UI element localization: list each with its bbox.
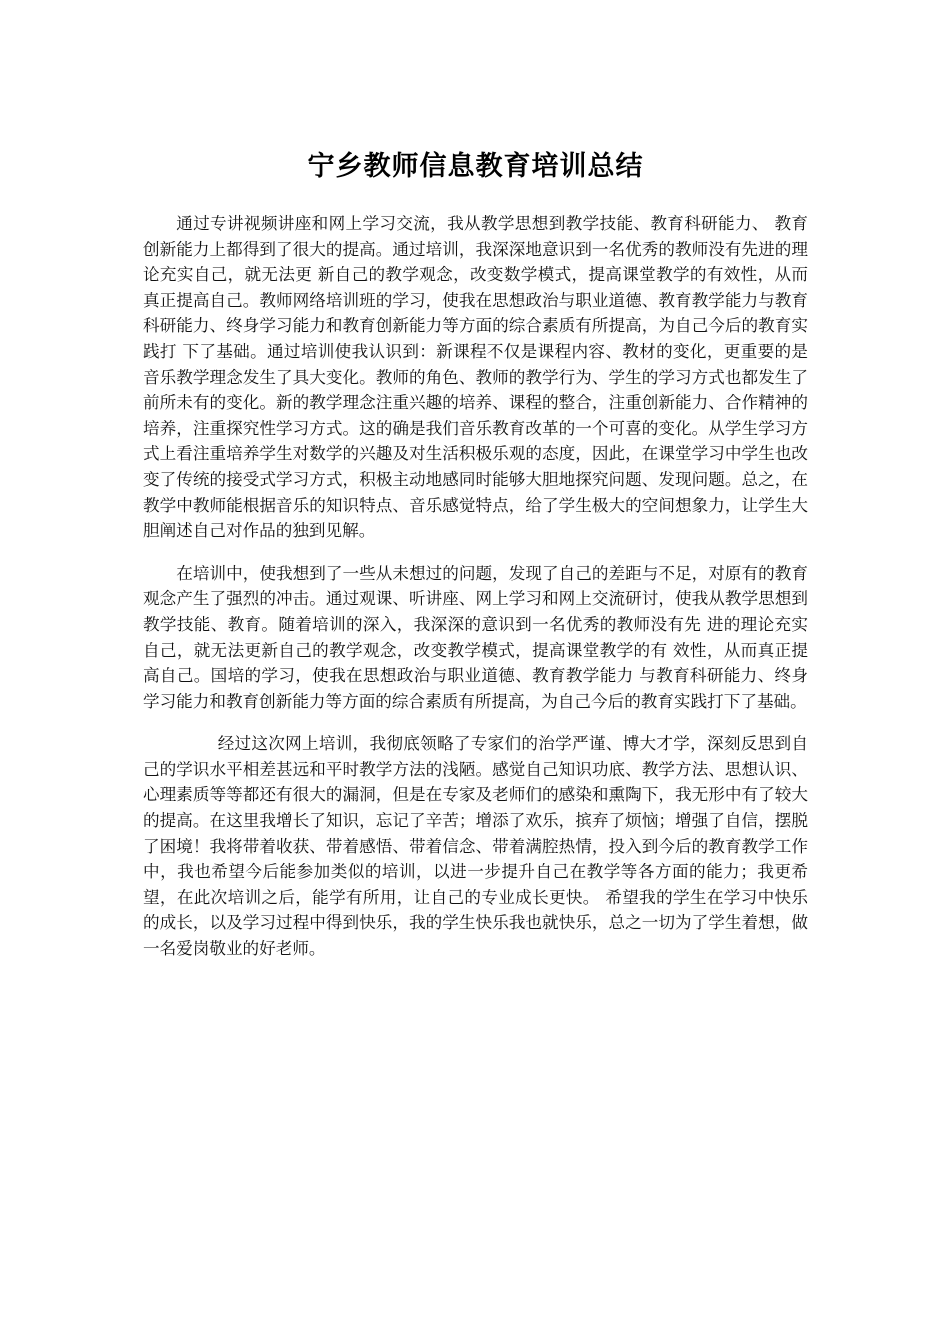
paragraph-1: 通过专讲视频讲座和网上学习交流，我从教学思想到教学技能、教育科研能力、 教育创新能力上都得到了很大的提高。通过培训，我深深地意识到一名优秀的教师没有先进的理论充实自己，就无法更 新自己的教学观念，改变数学模式，提高课堂教学的有效性，从而真正提高自己。教师网络培训班的学习，使我在思想政治与职业道德、教育教学能力与教育科研能力、终身学习能力和教育创新能力等方面的综合素质有所提高，为自己今后的教育实践打 下了基础。通过培训使我认识到：新课程不仅是课程内容、教材的变化，更重要的是音乐教学理念发生了具大变化。教师的角色、教师的教学行为、学生的学习方式也都发生了前所未有的变化。新的教学理念注重兴趣的培养、课程的整合，注重创新能力、合作精神的培养，注重探究性学习方式。这的确是我们音乐教育改革的一个可喜的变化。从学生学习方式上看注重培养学生对数学的兴趣及对生活积极乐观的态度，因此，在课堂学习中学生也改变了传统的接受式学习方式，积极主动地感同时能够大胆地探究问题、发现问题。总之，在教学中教师能根据音乐的知识特点、音乐感觉特点，给了学生极大的空间想象力，让学生大胆阐述自己对作品的独到见解。 <box>143 214 808 541</box>
document-title: 宁乡教师信息教育培训总结 <box>307 151 644 182</box>
paragraph-3: 经过这次网上培训，我彻底领略了专家们的治学严谨、博大才学，深刻反思到自己的学识水平相差甚远和平时教学方法的浅陋。感觉自己知识功底、教学方法、思想认识、心理素质等等都还有很大的漏洞，但是在专家及老师们的感染和熏陶下，我无形中有了较大的提高。在这里我增长了知识，忘记了辛苦；增添了欢乐，摈弃了烦恼；增强了自信，摆脱了困境！我将带着收获、带着感悟、带着信念、带着满腔热情，投入到今后的教育教学工作中，我也希望今后能参加类似的培训，以进一步提升自己在教学等各方面的能力；我更希望，在此次培训之后，能学有所用，让自己的专业成长更快。 希望我的学生在学习中快乐的成长，以及学习过程中得到快乐，我的学生快乐我也就快乐，总之一切为了学生着想，做一名爱岗敬业的好老师。 <box>143 734 808 959</box>
paragraph-2: 在培训中，使我想到了一些从未想过的问题，发现了自己的差距与不足，对原有的教育观念产生了强烈的冲击。通过观课、听讲座、网上学习和网上交流研讨，使我从教学思想到教学技能、教育。随着培训的深入，我深深的意识到一名优秀的教师没有先 进的理论充实自己，就无法更新自己的教学观念，改变教学模式，提高课堂教学的有 效性，从而真正提高自己。国培的学习，使我在思想政治与职业道德、教育教学能力 与教育科研能力、终身学习能力和教育创新能力等方面的综合素质有所提高，为自己今后的教育实践打下了基础。 <box>143 563 808 711</box>
document-page <box>143 148 808 979</box>
